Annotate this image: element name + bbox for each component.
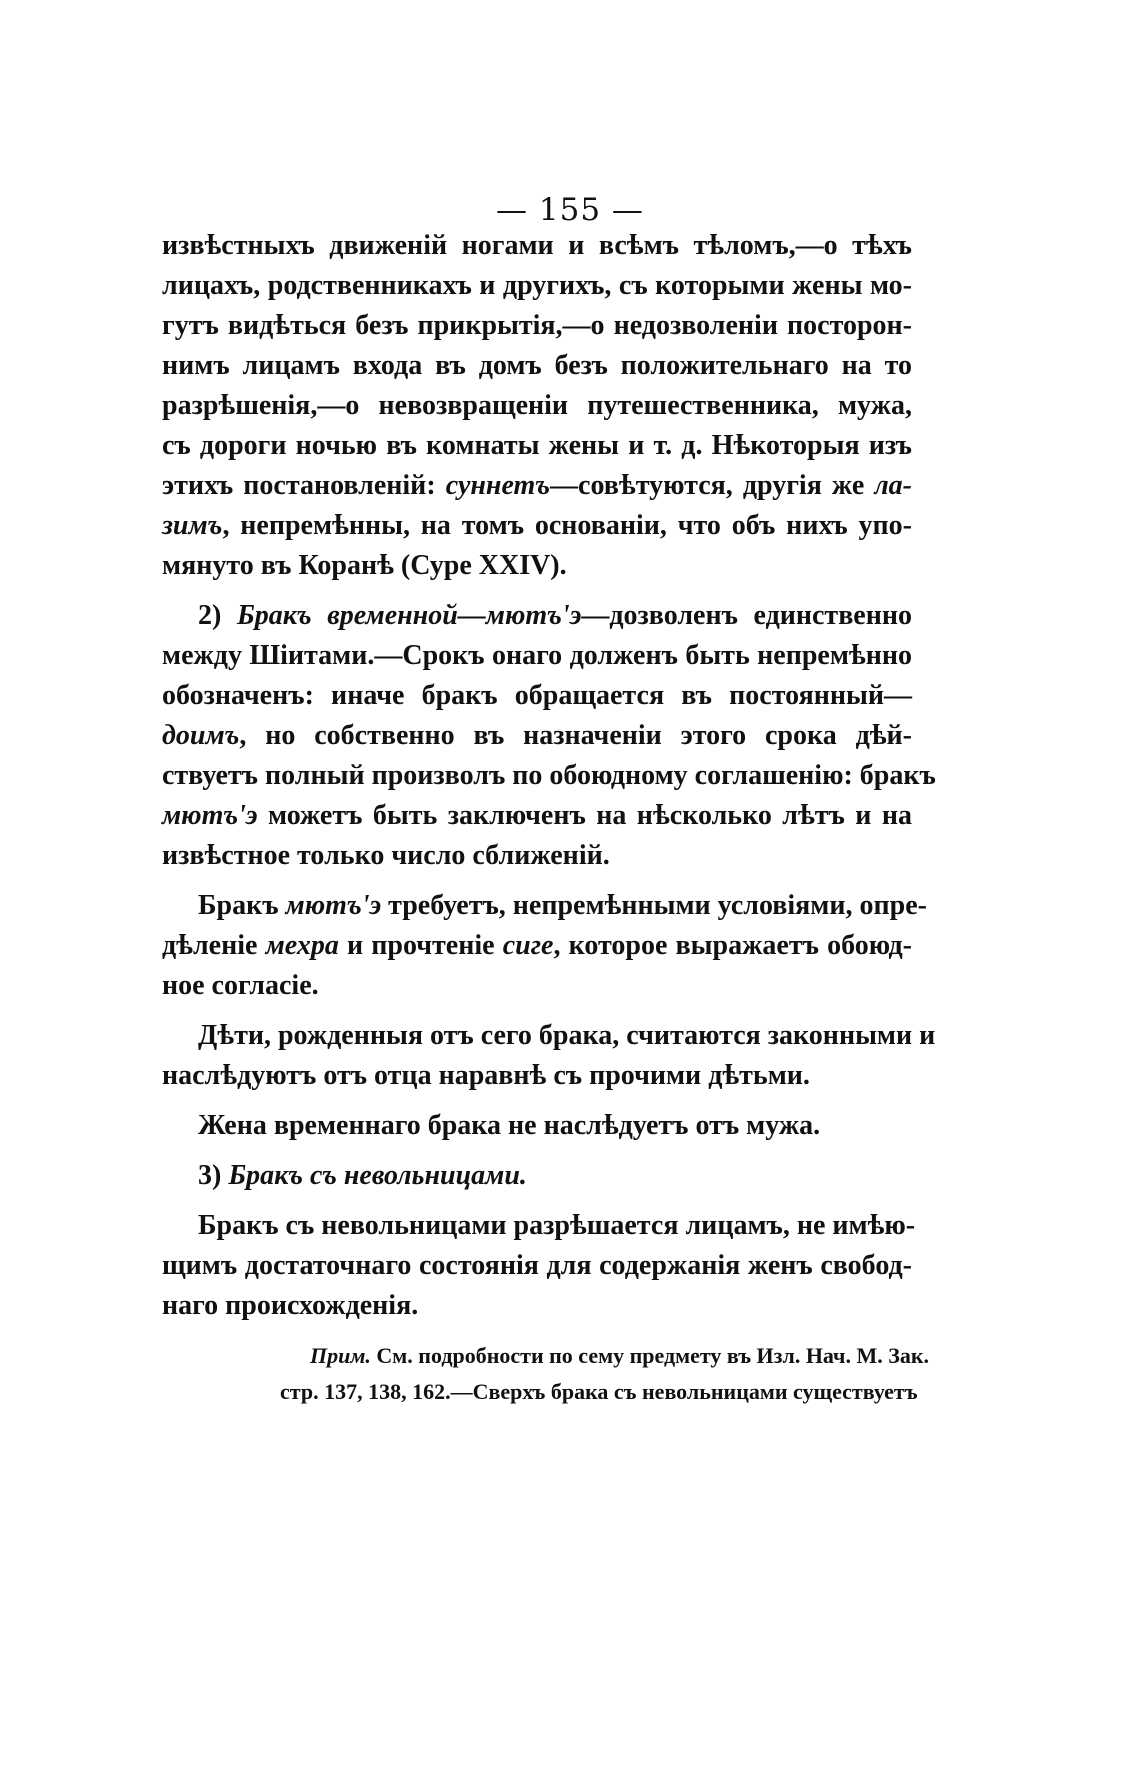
text-line: лицахъ, родственникахъ и другихъ, съ которыми жены мо- bbox=[162, 270, 912, 301]
text-line: ствуетъ полный произволъ по обоюдному соглашенію: бракъ bbox=[162, 760, 936, 791]
footnote-line: стр. 137, 138, 162.—Сверхъ брака съ невольницами существуетъ bbox=[280, 1379, 918, 1404]
text-run: этихъ постановленій: bbox=[162, 470, 446, 501]
term-mutah: мютъ'э bbox=[162, 800, 258, 831]
text-line: ное согласіе. bbox=[162, 970, 319, 1001]
section-heading bbox=[198, 1156, 912, 1196]
text-line: разрѣшенія,—о невозвращеніи путешественника, мужа, bbox=[162, 390, 912, 421]
term-mutah: мютъ'э bbox=[285, 890, 382, 921]
text-run: , непремѣнны, на томъ основаніи, что объ нихъ упо- bbox=[222, 510, 912, 541]
text-line: мянуто въ Коранѣ (Суре XXIV). bbox=[162, 550, 567, 581]
text-line bbox=[162, 506, 912, 546]
text-line bbox=[162, 466, 912, 506]
text-run: требуетъ, непремѣнными условіями, опре- bbox=[381, 890, 927, 921]
text-line bbox=[162, 716, 912, 756]
text-run: и прочтеніе bbox=[338, 930, 503, 961]
text-line: щимъ достаточнаго состоянія для содержанія женъ свобод- bbox=[162, 1250, 912, 1281]
text-line bbox=[198, 886, 927, 926]
text-run: можетъ быть заключенъ на нѣсколько лѣтъ и на bbox=[257, 800, 912, 831]
text-run: —дозволенъ единственно bbox=[581, 600, 913, 631]
text-line: извѣстныхъ движеній ногами и всѣмъ тѣломъ,—о тѣхъ bbox=[162, 230, 912, 261]
text-line: между Шіитами.—Срокъ онаго долженъ быть непремѣнно bbox=[162, 640, 912, 671]
text-line: Бракъ съ невольницами разрѣшается лицамъ, не имѣю- bbox=[198, 1210, 916, 1241]
text-run: дѣленіе bbox=[162, 930, 266, 961]
heading-temporary-marriage: Бракъ временной—мютъ'э bbox=[236, 600, 582, 631]
footnote-line bbox=[310, 1336, 930, 1376]
text-line: наслѣдуютъ отъ отца наравнѣ съ прочими дѣтьми. bbox=[162, 1060, 810, 1091]
text-line: нимъ лицамъ входа въ домъ безъ положительнаго на то bbox=[162, 350, 912, 381]
text-line: съ дороги ночью въ комнаты жены и т. д. Нѣкоторыя изъ bbox=[162, 430, 912, 461]
text-run: 2) bbox=[198, 600, 237, 631]
text-run: См. подробности по сему предмету въ Изл. Нач. М. Зак. bbox=[370, 1343, 930, 1368]
text-line bbox=[198, 596, 912, 636]
text-line: Жена временнаго брака не наслѣдуетъ отъ мужа. bbox=[198, 1110, 821, 1141]
text-run: 3) bbox=[198, 1160, 229, 1191]
text-run: , но собственно въ назначеніи этого срока дѣй- bbox=[239, 720, 912, 751]
term-mehr: мехра bbox=[265, 930, 339, 961]
text-run: , которое выражаетъ обоюд- bbox=[553, 930, 912, 961]
term-lazim-start: ла- bbox=[874, 470, 913, 501]
term-sige: сиге bbox=[502, 930, 554, 961]
text-line: Дѣти, рожденныя отъ сего брака, считаются законными и bbox=[198, 1020, 936, 1051]
term-lazim-end: зимъ bbox=[162, 510, 223, 541]
text-line: наго происхожденія. bbox=[162, 1290, 419, 1321]
text-line: извѣстное только число сближеній. bbox=[162, 840, 610, 871]
term-doim: доимъ bbox=[162, 720, 240, 751]
text-line bbox=[162, 796, 912, 836]
term-sunnet: суннетъ bbox=[445, 470, 551, 501]
footnote-label: Прим. bbox=[310, 1343, 371, 1368]
heading-slave-marriage: Бракъ съ невольницами. bbox=[228, 1160, 527, 1191]
text-line: гутъ видѣться безъ прикрытія,—о недозволеніи посторон- bbox=[162, 310, 912, 341]
text-run: Бракъ bbox=[198, 890, 286, 921]
text-line: обозначенъ: иначе бракъ обращается въ постоянный— bbox=[162, 680, 912, 711]
page-number: — 155 — bbox=[496, 192, 644, 228]
text-run: —совѣтуются, другія же bbox=[550, 470, 875, 501]
text-line bbox=[162, 926, 912, 966]
